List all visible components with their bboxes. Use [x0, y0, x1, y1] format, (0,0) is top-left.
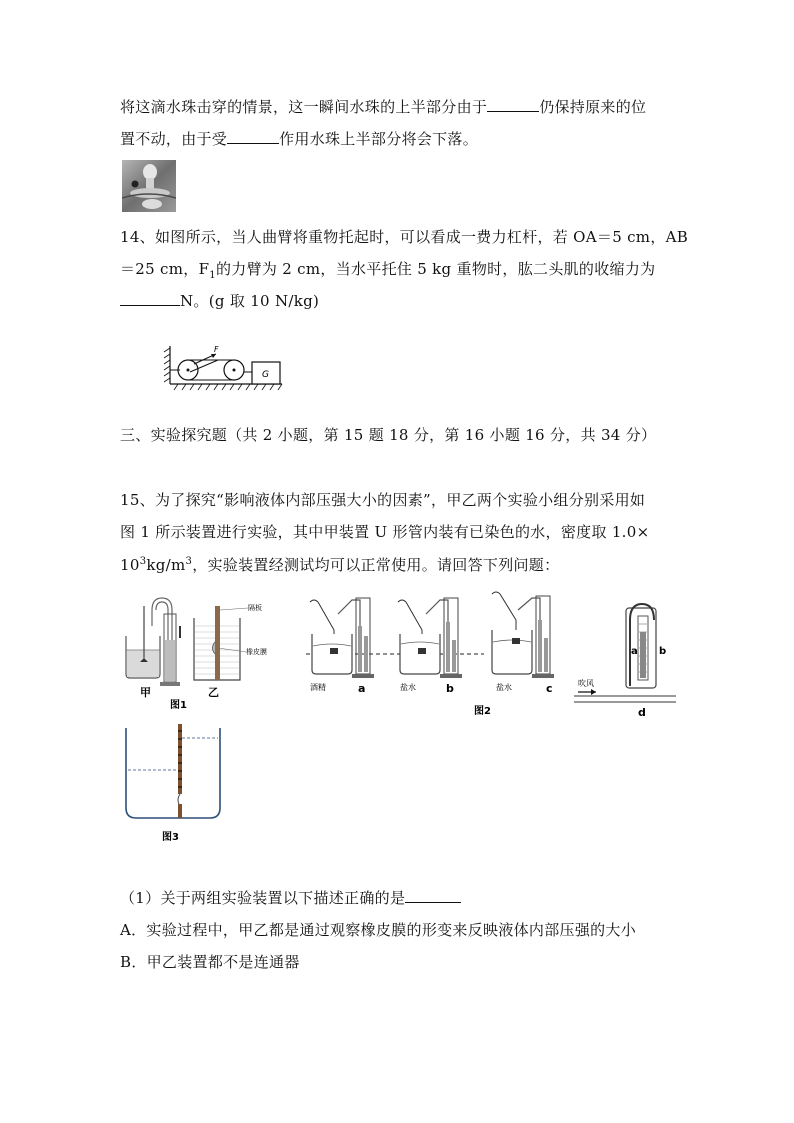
- apparatus-b: [398, 598, 462, 695]
- q14-text-3: N。(g 取 10 N/kg): [180, 292, 320, 310]
- q14-line-1: 14、如图所示，当人曲臂将重物托起时，可以看成一费力杠杆，若 OA＝5 cm，AB: [120, 228, 689, 246]
- fig2-c-liquid: 盐水: [496, 683, 512, 692]
- fig2-d-wind: 吹风: [578, 679, 594, 688]
- apparatus-c: [492, 592, 554, 695]
- q14-text-2a: ＝25 cm，F: [120, 260, 210, 278]
- pulley-figure: [160, 342, 286, 392]
- fig2-a-label: a: [358, 682, 366, 695]
- q13-blank-2[interactable]: [227, 129, 279, 144]
- fig2-d-label: d: [638, 706, 646, 719]
- fig2-caption: 图2: [474, 706, 491, 717]
- fig1-label-yi: 乙: [208, 686, 219, 699]
- q15-sup-2: 3: [185, 556, 193, 567]
- q15-line-2: 图 1 所示装置进行实验，其中甲装置 U 形管内装有已染色的水，密度取 1.0×: [120, 523, 650, 541]
- q13-blank-1[interactable]: [487, 97, 539, 112]
- fig2-b-liquid: 盐水: [400, 683, 416, 692]
- apparatus-d: [574, 604, 676, 719]
- q15-text-3c: ，实验装置经测试均可以正常使用。请回答下列问题：: [192, 556, 560, 574]
- q15-option-b: B．甲乙装置都不是连通器: [120, 953, 300, 971]
- figure-2: [296, 590, 676, 720]
- figure-1: [120, 596, 270, 712]
- apparatus-a: [310, 598, 374, 695]
- q15-text-3a: 10: [120, 556, 140, 574]
- q14-line-2: [120, 259, 655, 286]
- q14-sub-1: 1: [209, 270, 216, 281]
- q13-text-2b: 作用水珠上半部分将会下落。: [279, 130, 479, 148]
- q15-sub-1-text: （1）关于两组实验装置以下描述正确的是: [120, 889, 406, 907]
- q15-line-3: [120, 552, 559, 575]
- block-label: G: [262, 370, 269, 380]
- q13-text-2a: 置不动，由于受: [120, 130, 228, 148]
- fig3-caption: 图3: [162, 832, 179, 843]
- fig2-d-a: a: [631, 646, 638, 657]
- force-label: F: [214, 345, 219, 354]
- q14-blank[interactable]: [120, 291, 180, 306]
- section-3-heading: 三、实验探究题（共 2 小题，第 15 题 18 分，第 16 小题 16 分，共 34 分）: [120, 426, 657, 444]
- fig2-a-liquid: 酒精: [310, 683, 326, 692]
- q13-text-1a: 将这滴水珠击穿的情景，这一瞬间水珠的上半部分由于: [120, 98, 488, 116]
- q15-text-3b: kg/m: [146, 556, 186, 574]
- fig2-c-label: c: [546, 682, 553, 695]
- fig2-d-b: b: [659, 646, 667, 657]
- q15-sup-1: 3: [139, 556, 147, 567]
- water-drop-photo: [122, 160, 176, 212]
- q14-text-2b: 的力臂为 2 cm，当水平托住 5 kg 重物时，肱二头肌的收缩力为: [215, 260, 656, 278]
- fig2-b-label: b: [446, 682, 454, 695]
- q15-sub-1-blank[interactable]: [405, 888, 461, 903]
- fig1-membrane-label: 橡皮膜: [246, 648, 267, 656]
- q15-line-1: 15、为了探究“影响液体内部压强大小的因素”，甲乙两个实验小组分别采用如: [120, 491, 646, 509]
- q13-text-1b: 仍保持原来的位: [539, 98, 647, 116]
- q15-option-a: A．实验过程中，甲乙都是通过观察橡皮膜的形变来反映液体内部压强的大小: [120, 921, 637, 939]
- q15-sub-1: [120, 888, 461, 908]
- q13-line-2: [120, 129, 478, 149]
- fig1-partition-label: 隔板: [248, 604, 262, 612]
- q13-line-1: [120, 97, 646, 117]
- fig1-caption: 图1: [170, 700, 187, 711]
- fig1-label-jia: 甲: [140, 686, 151, 699]
- figure-3: [120, 722, 230, 846]
- q14-line-3: [120, 291, 319, 311]
